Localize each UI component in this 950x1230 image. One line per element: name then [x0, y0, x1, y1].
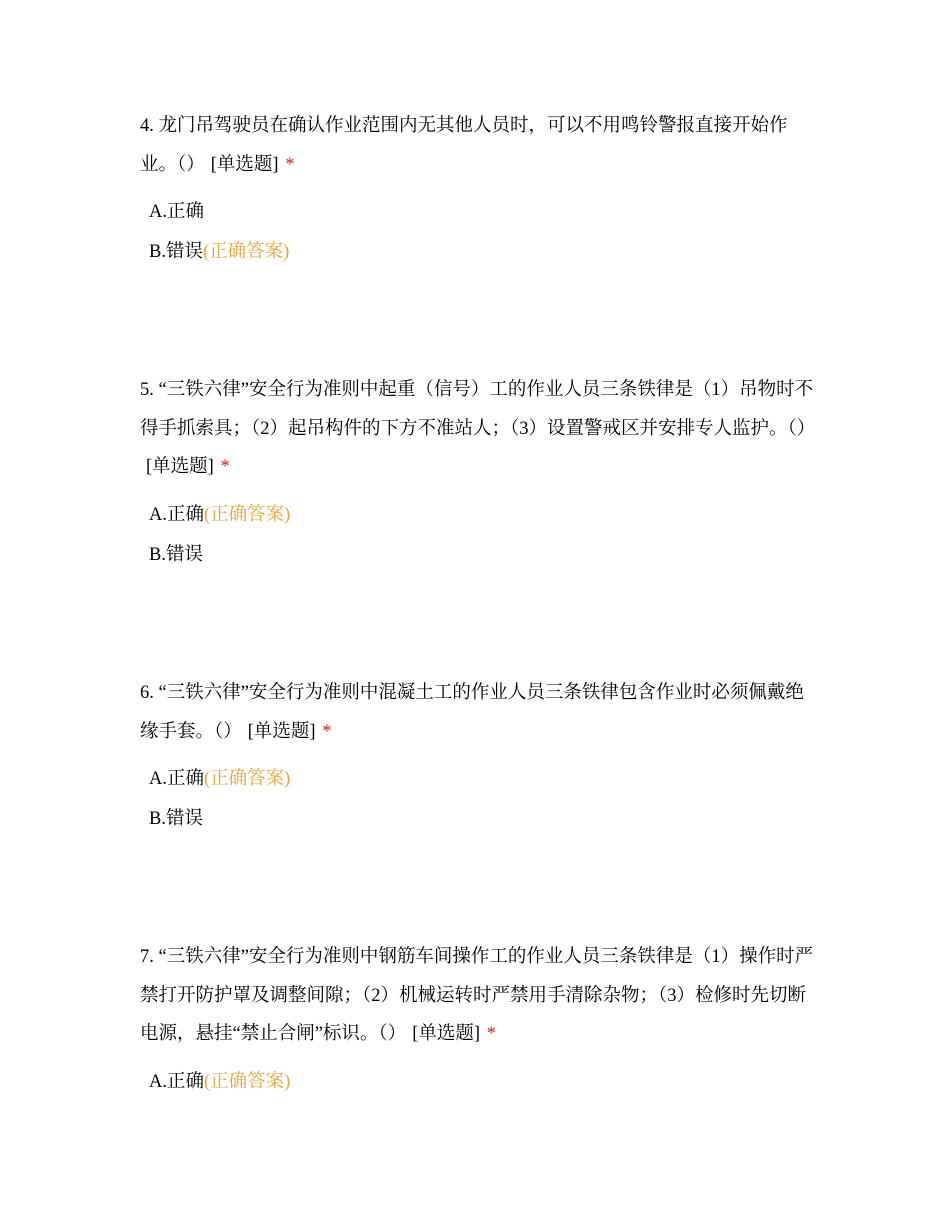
correct-answer-flag: (正确答案) [204, 1071, 291, 1092]
correct-answer-flag: (正确答案) [204, 504, 291, 525]
option-a[interactable] [149, 759, 820, 799]
option-list [140, 1062, 820, 1102]
question-stem [140, 371, 820, 487]
question-stem [140, 107, 820, 184]
question-type-tag: [单选题] [247, 721, 316, 742]
option-b[interactable] [149, 799, 820, 839]
option-b[interactable] [149, 535, 820, 575]
option-list [140, 495, 820, 575]
option-list [140, 192, 820, 272]
question-type-tag: [单选题] [146, 457, 214, 477]
question-text: 6. “三铁六律”安全行为准则中混凝土工的作业人员三条铁律包含作业时必须佩戴绝缘手套。（） [140, 683, 804, 742]
option-a[interactable] [149, 192, 820, 232]
required-mark: * [322, 721, 332, 742]
question-text: 7. “三铁六律”安全行为准则中钢筋车间操作工的作业人员三条铁律是（1）操作时严禁打开防护罩及调整间隙；（2）机械运转时严禁用手清除杂物；（3）检修时先切断电源，悬挂“禁止合闸”标识。（） [140, 947, 814, 1044]
option-label: A.正确 [149, 504, 204, 525]
question-6 [140, 674, 820, 839]
question-5 [140, 371, 820, 575]
correct-answer-flag: (正确答案) [204, 769, 291, 789]
option-label: A.正确 [149, 769, 204, 789]
question-stem [140, 938, 820, 1054]
correct-answer-flag: (正确答案) [202, 242, 290, 262]
option-label: A.正确 [149, 1071, 204, 1092]
option-b[interactable] [149, 232, 820, 272]
required-mark: * [285, 154, 295, 175]
option-label: B.错误 [149, 809, 203, 829]
required-mark: * [486, 1024, 496, 1044]
question-4 [140, 107, 820, 272]
option-a[interactable] [149, 495, 820, 535]
question-type-tag: [单选题] [412, 1024, 481, 1044]
question-7 [140, 938, 820, 1102]
option-label: B.错误 [149, 544, 203, 565]
question-stem [140, 674, 820, 751]
required-mark: * [220, 457, 230, 477]
option-label: B.错误 [149, 242, 203, 262]
option-a[interactable] [149, 1062, 820, 1102]
option-list [140, 759, 820, 839]
question-text: 4. 龙门吊驾驶员在确认作业范围内无其他人员时，可以不用鸣铃警报直接开始作业。（） [140, 116, 788, 175]
question-text: 5. “三铁六律”安全行为准则中起重（信号）工的作业人员三条铁律是（1）吊物时不得手抓索具；（2）起吊构件的下方不准站人；（3）设置警戒区并安排专人监护。（） [140, 380, 816, 439]
option-label: A.正确 [149, 202, 204, 222]
question-type-tag: [单选题] [210, 154, 279, 175]
